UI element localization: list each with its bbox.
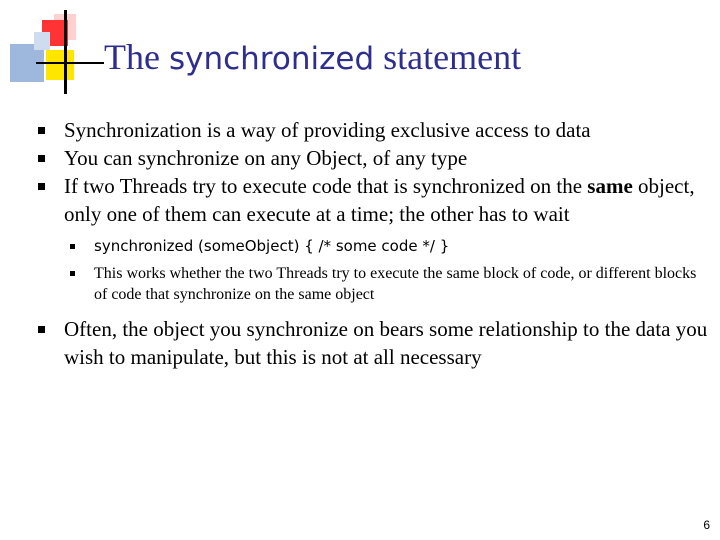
decorative-logo (8, 10, 98, 90)
bullet-item (30, 315, 710, 371)
bullet-item (30, 172, 710, 228)
slide-title (104, 36, 704, 78)
bullet-text-after: object, only one of them can execute at a time; the other has to wait (64, 174, 695, 226)
code-snippet: synchronized (someObject) { /* some code */ } (94, 237, 450, 255)
logo-yellow-square (46, 50, 74, 80)
logo-lightblue-square (34, 32, 50, 50)
bullet-list (30, 116, 710, 371)
logo-vertical-line (64, 10, 67, 94)
sub-bullet-item (30, 263, 710, 305)
bullet-text: Often, the object you synchronize on bears some relationship to the data you wish to manipulate, but this is not at all necessary (64, 317, 708, 369)
sub-bullet-text: This works whether the two Threads try to execute the same block of code, or different blocks of code that synchronize on the same object (94, 265, 697, 303)
bullet-square-icon (38, 155, 45, 162)
title-prefix: The (104, 37, 169, 77)
sub-bullet-item (30, 236, 710, 257)
bullet-text: Synchronization is a way of providing exclusive access to data (64, 118, 591, 142)
bullet-item (30, 116, 710, 144)
bullet-square-icon (38, 183, 45, 190)
bullet-item (30, 144, 710, 172)
bullet-text: You can synchronize on any Object, of any type (64, 146, 468, 170)
sub-bullet-square-icon (70, 244, 75, 249)
bullet-square-icon (38, 326, 45, 333)
title-code-word: synchronized (168, 41, 375, 77)
sub-bullet-square-icon (70, 271, 75, 276)
bullet-text-bold: same (587, 174, 633, 198)
logo-horizontal-line (36, 62, 104, 64)
bullet-square-icon (38, 127, 45, 134)
page-number: 6 (703, 518, 710, 532)
bullet-text-before: If two Threads try to execute code that is synchronized on the (64, 174, 588, 198)
title-suffix: statement (374, 37, 522, 77)
